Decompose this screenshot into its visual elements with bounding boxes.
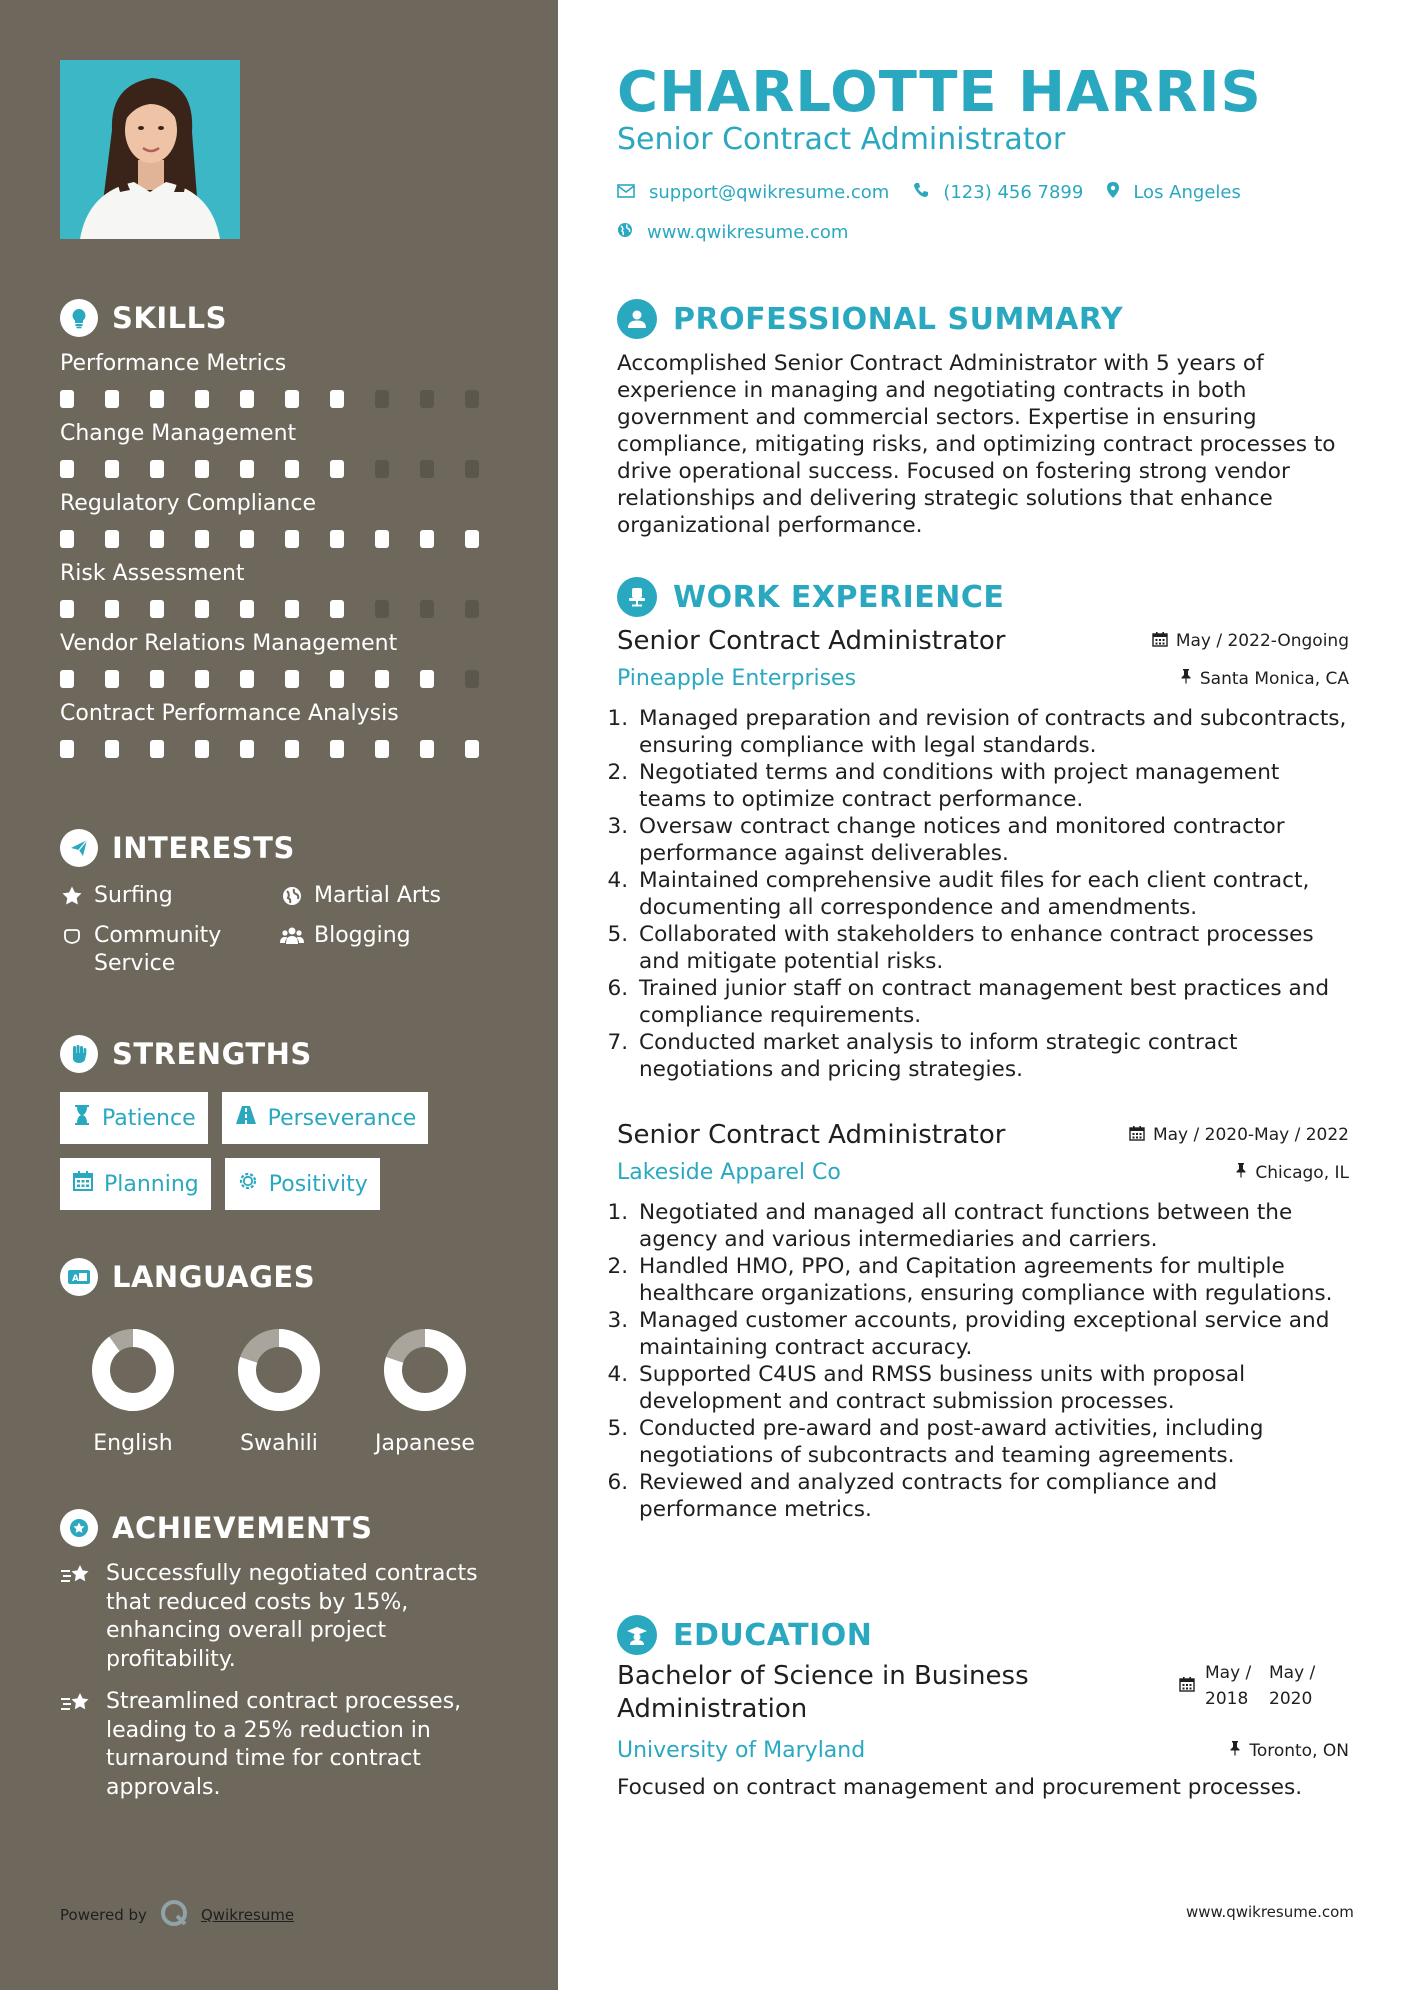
chair-icon [617, 577, 657, 617]
envelope-icon [617, 182, 635, 203]
job-company: Lakeside Apparel Co [617, 1160, 841, 1185]
rating-dot-filled [240, 600, 254, 618]
job-company: Pineapple Enterprises [617, 666, 857, 691]
language-level-gauge [236, 1327, 322, 1413]
rating-dot-filled [60, 390, 74, 408]
strength-label: Patience [102, 1105, 196, 1131]
hand-icon [60, 922, 84, 950]
education-title: EDUCATION [673, 1617, 873, 1653]
education-start [1205, 1660, 1259, 1712]
road-icon [234, 1104, 258, 1132]
rating-dot-filled [285, 390, 299, 408]
skill-item [60, 630, 510, 688]
job-location-text: Chicago, IL [1255, 1162, 1349, 1183]
job-bullets [617, 705, 1349, 1083]
email-text: support@qwikresume.com [649, 181, 890, 203]
strengths-section [60, 1034, 510, 1210]
rating-dot-filled [375, 740, 389, 758]
shooting-star-icon [60, 1688, 94, 1802]
rating-dot-filled [285, 530, 299, 548]
language-level-gauge [382, 1327, 468, 1413]
job-bullet: 4. Maintained comprehensive audit files for each client contract, documenting all correspondence and amendments. [635, 867, 1349, 921]
job-bullet: 1. Managed preparation and revision of contracts and subcontracts, ensuring compliance with legal standards. [635, 705, 1349, 759]
interest-label: Surfing [94, 883, 173, 908]
rating-dot-filled [420, 740, 434, 758]
languages-title: LANGUAGES [112, 1260, 316, 1294]
job-bullet: 4. Supported C4US and RMSS business units with proposal development and contract submission processes. [635, 1361, 1349, 1415]
rating-dot-empty [375, 600, 389, 618]
rating-dot-empty [420, 390, 434, 408]
strength-label: Positivity [268, 1171, 368, 1197]
map-pin-icon [1107, 182, 1119, 203]
interest-item [60, 882, 280, 910]
education-location [1229, 1740, 1349, 1761]
shooting-star-icon [60, 1560, 94, 1674]
rating-dot-filled [285, 740, 299, 758]
skill-item [60, 420, 510, 478]
footer-url[interactable]: www.qwikresume.com [1186, 1903, 1354, 1921]
strength-tag [60, 1092, 208, 1144]
job-entry [617, 1120, 1349, 1523]
rating-dot-filled [150, 390, 164, 408]
interests-title: INTERESTS [112, 831, 295, 865]
rating-dot-filled [195, 600, 209, 618]
email-item[interactable] [617, 182, 889, 203]
degree-title: Bachelor of Science in Business Administration [617, 1661, 1029, 1724]
language-name: Japanese [375, 1431, 475, 1456]
location-text: Los Angeles [1133, 181, 1241, 203]
rating-dot-filled [150, 600, 164, 618]
achievements-section [60, 1508, 510, 1802]
rating-dot-filled [195, 530, 209, 548]
star-icon [60, 882, 84, 910]
rating-dot-filled [60, 530, 74, 548]
candidate-title: Senior Contract Administrator [617, 122, 1066, 157]
rating-dot-filled [105, 670, 119, 688]
languages-list [60, 1327, 510, 1456]
skills-section [60, 298, 510, 758]
website-text: www.qwikresume.com [647, 221, 849, 243]
hourglass-icon [72, 1104, 92, 1132]
calendar-icon [1152, 631, 1168, 652]
paper-plane-icon [60, 829, 98, 867]
skill-name: Change Management [60, 421, 297, 446]
job-title: Senior Contract Administrator [617, 626, 1006, 656]
language-icon [60, 1258, 98, 1296]
job-bullet: 6. Trained junior staff on contract management best practices and compliance requirements. [635, 975, 1349, 1029]
calendar-icon [1129, 1125, 1145, 1146]
language-name: Swahili [240, 1431, 318, 1456]
phone-text: (123) 456 7899 [943, 181, 1084, 203]
rating-dot-empty [465, 600, 479, 618]
powered-by [60, 1898, 294, 1932]
rating-dot-filled [150, 460, 164, 478]
pushpin-icon [1229, 1740, 1241, 1761]
gauge-fill [101, 1338, 165, 1402]
skill-rating [60, 670, 510, 688]
rating-dot-filled [105, 740, 119, 758]
rating-dot-filled [330, 670, 344, 688]
rating-dot-filled [60, 600, 74, 618]
strength-label: Planning [104, 1171, 199, 1197]
rating-dot-empty [465, 390, 479, 408]
strengths-heading [60, 1034, 510, 1074]
contact-info [617, 176, 1251, 256]
pushpin-icon [1235, 1162, 1247, 1183]
rating-dot-filled [330, 460, 344, 478]
job-bullet: 5. Conducted pre-award and post-award activities, including negotiations of subcontracts and teaming agreements. [635, 1415, 1349, 1469]
rating-dot-filled [330, 530, 344, 548]
interest-item [280, 882, 500, 910]
graduate-icon [617, 1615, 657, 1655]
summary-text: Accomplished Senior Contract Administrator with 5 years of experience in managing and negotiating contracts in both government and commercial sectors. Expertise in ensuring compliance, mitigating risks, and optimizing contract processes to drive operational success. Focused on fostering strong vendor relationships and delivering strategic solutions that enhance organizational performance. [617, 351, 1336, 538]
strengths-list [60, 1092, 480, 1210]
experience-title: WORK EXPERIENCE [673, 579, 1005, 615]
user-icon [617, 299, 657, 339]
globe-icon [617, 222, 633, 243]
profile-photo [60, 60, 240, 239]
skill-name: Regulatory Compliance [60, 491, 316, 516]
languages-heading [60, 1257, 510, 1297]
qwikresume-link[interactable]: Qwikresume [200, 1906, 295, 1924]
rating-dot-filled [420, 530, 434, 548]
language-item [352, 1327, 498, 1456]
skill-rating [60, 460, 510, 478]
job-dates-text: May / 2022-Ongoing [1175, 631, 1349, 651]
interest-item [280, 922, 500, 978]
sidebar [0, 0, 558, 1990]
rating-dot-filled [240, 740, 254, 758]
sun-icon [237, 1170, 259, 1198]
education-heading [617, 1614, 872, 1656]
skill-name: Contract Performance Analysis [60, 701, 399, 726]
powered-by-label: Powered by [60, 1906, 147, 1924]
rating-dot-filled [150, 740, 164, 758]
achievement-text: Successfully negotiated contracts that reduced costs by 15%, enhancing overall project profitability. [106, 1561, 478, 1672]
interest-label: Community Service [94, 923, 222, 976]
experience-heading [617, 576, 1004, 618]
strengths-title: STRENGTHS [112, 1037, 312, 1071]
achievement-item [60, 1688, 510, 1802]
location-item [1107, 182, 1241, 203]
rating-dot-filled [60, 670, 74, 688]
achievement-item [60, 1560, 510, 1674]
education-location-text: Toronto, ON [1249, 1740, 1349, 1761]
achievements-title: ACHIEVEMENTS [112, 1511, 373, 1545]
globe-icon [280, 882, 304, 910]
rating-dot-empty [420, 460, 434, 478]
job-bullets [617, 1199, 1349, 1523]
rating-dot-filled [375, 530, 389, 548]
rating-dot-filled [240, 530, 254, 548]
skills-title: SKILLS [112, 301, 227, 335]
summary-title: PROFESSIONAL SUMMARY [673, 301, 1124, 337]
rating-dot-filled [60, 740, 74, 758]
rating-dot-filled [240, 390, 254, 408]
job-bullet: 7. Conducted market analysis to inform strategic contract negotiations and pricing strategies. [635, 1029, 1349, 1083]
language-item [206, 1327, 352, 1456]
skill-name: Risk Assessment [60, 561, 245, 586]
job-location [1180, 668, 1349, 689]
rating-dot-empty [420, 600, 434, 618]
skill-item [60, 560, 510, 618]
job-bullet: 1. Negotiated and managed all contract functions between the agency and various intermediaries and carriers. [635, 1199, 1349, 1253]
rating-dot-filled [105, 600, 119, 618]
job-location [1235, 1162, 1349, 1183]
job-bullet: 2. Handled HMO, PPO, and Capitation agreements for multiple healthcare organizations, ensuring compliance with regulations. [635, 1253, 1349, 1307]
svg-text:A: A [72, 1274, 79, 1284]
language-name: English [93, 1431, 173, 1456]
education-description: Focused on contract management and procurement processes. [617, 1775, 1303, 1800]
skills-list [60, 350, 510, 758]
job-entry [617, 626, 1349, 1083]
skill-name: Vendor Relations Management [60, 631, 398, 656]
rating-dot-filled [285, 460, 299, 478]
rating-dot-filled [195, 460, 209, 478]
users-icon [280, 922, 304, 950]
calendar-icon [1179, 1676, 1195, 1697]
job-title: Senior Contract Administrator [617, 1120, 1006, 1150]
rating-dot-filled [105, 390, 119, 408]
rating-dot-filled [195, 390, 209, 408]
rating-dot-filled [465, 740, 479, 758]
rating-dot-empty [375, 460, 389, 478]
rating-dot-filled [105, 460, 119, 478]
skills-heading [60, 298, 510, 338]
rating-dot-filled [330, 390, 344, 408]
job-location-text: Santa Monica, CA [1199, 668, 1349, 689]
rating-dot-filled [465, 530, 479, 548]
rating-dot-empty [465, 460, 479, 478]
pushpin-icon [1180, 668, 1192, 689]
job-dates [1152, 631, 1349, 652]
education-start-year: 2018 [1205, 1689, 1249, 1709]
job-bullet: 3. Oversaw contract change notices and monitored contractor performance against deliverables. [635, 813, 1349, 867]
education-end-month: May / [1269, 1663, 1316, 1683]
strength-tag [225, 1158, 380, 1210]
education-start-month: May / [1205, 1663, 1252, 1683]
education-end [1269, 1660, 1323, 1712]
rating-dot-filled [285, 600, 299, 618]
achievement-text: Streamlined contract processes, leading to a 25% reduction in turnaround time for contract approvals. [106, 1689, 462, 1800]
job-bullet: 3. Managed customer accounts, providing exceptional service and maintaining contract accuracy. [635, 1307, 1349, 1361]
skill-rating [60, 600, 510, 618]
rating-dot-filled [375, 670, 389, 688]
rating-dot-filled [105, 530, 119, 548]
rating-dot-filled [330, 600, 344, 618]
languages-section [60, 1257, 510, 1456]
interests-heading [60, 828, 510, 868]
education-entry [617, 1660, 1349, 1800]
rating-dot-empty [375, 390, 389, 408]
job-dates [1129, 1125, 1349, 1146]
rating-dot-empty [465, 670, 479, 688]
interest-label: Blogging [314, 923, 411, 948]
strength-tag [222, 1092, 429, 1144]
rating-dot-filled [60, 460, 74, 478]
rating-dot-filled [240, 460, 254, 478]
rating-dot-filled [285, 670, 299, 688]
rating-dot-filled [420, 670, 434, 688]
phone-icon [913, 182, 929, 203]
school-name: University of Maryland [617, 1738, 866, 1763]
lightbulb-icon [60, 299, 98, 337]
rating-dot-filled [150, 670, 164, 688]
rating-dot-filled [330, 740, 344, 758]
job-bullet: 2. Negotiated terms and conditions with project management teams to optimize contract performance. [635, 759, 1349, 813]
skill-name: Performance Metrics [60, 351, 287, 376]
strength-label: Perseverance [267, 1105, 417, 1131]
achievements-heading [60, 1508, 510, 1548]
skill-item [60, 700, 510, 758]
medal-icon [60, 1509, 98, 1547]
job-bullet: 5. Collaborated with stakeholders to enhance contract processes and mitigate potential risks. [635, 921, 1349, 975]
rating-dot-filled [240, 670, 254, 688]
education-dates [1179, 1660, 1349, 1712]
interests-list [60, 882, 510, 978]
job-dates-text: May / 2020-May / 2022 [1152, 1125, 1349, 1145]
language-level-gauge [90, 1327, 176, 1413]
rating-dot-filled [195, 740, 209, 758]
phone-item[interactable] [913, 182, 1083, 203]
fist-icon [60, 1035, 98, 1073]
website-item[interactable] [617, 222, 848, 243]
rating-dot-filled [150, 530, 164, 548]
summary-heading [617, 298, 1123, 340]
skill-rating [60, 530, 510, 548]
skill-rating [60, 390, 510, 408]
skill-item [60, 350, 510, 408]
candidate-name: CHARLOTTE HARRIS [617, 60, 1262, 125]
interest-item [60, 922, 280, 978]
job-bullet: 6. Reviewed and analyzed contracts for compliance and performance metrics. [635, 1469, 1349, 1523]
education-end-year: 2020 [1269, 1689, 1313, 1709]
interests-section [60, 828, 510, 978]
skill-item [60, 490, 510, 548]
qwikresume-logo-icon [159, 1898, 189, 1932]
language-item [60, 1327, 206, 1456]
strength-tag [60, 1158, 211, 1210]
calendar-icon [72, 1170, 94, 1198]
interest-label: Martial Arts [314, 883, 442, 908]
skill-rating [60, 740, 510, 758]
rating-dot-filled [195, 670, 209, 688]
